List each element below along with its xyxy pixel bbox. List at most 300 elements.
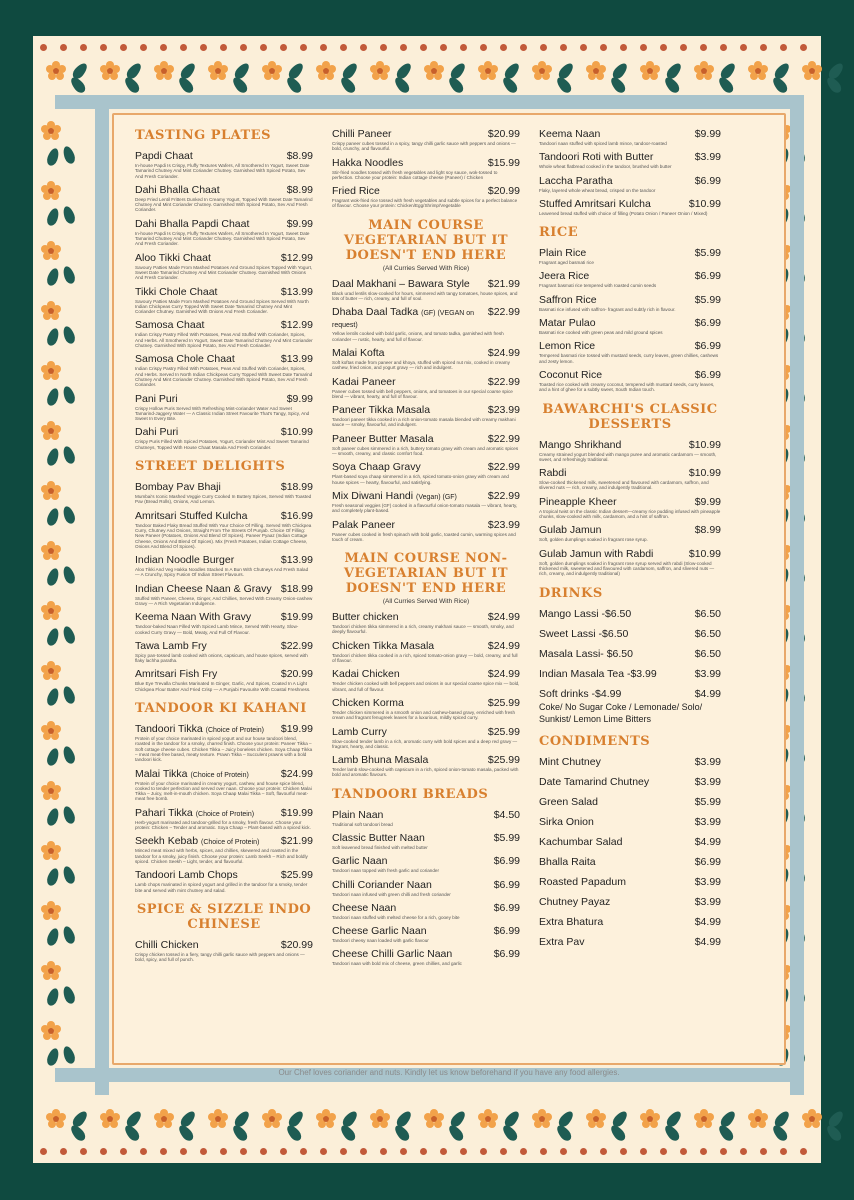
item-description: Crispy paneer cubes tossed in a spicy, tangy chilli garlic sauce with peppers and onions — bold, crunchy, and flavourful. — [332, 141, 516, 152]
item-name-text: Amritsari Stuffed Kulcha — [135, 509, 248, 522]
menu-item-extra-bhatura — [539, 916, 721, 928]
item-price: $3.99 — [694, 151, 721, 164]
item-name — [135, 835, 259, 847]
item-price: $6.99 — [694, 174, 721, 187]
menu-item-mango-shrikhand — [539, 439, 721, 463]
dot-icon — [480, 1148, 487, 1155]
menu-item-kadai-chicken — [332, 668, 520, 692]
flower-icon — [261, 60, 283, 82]
item-price: $19.99 — [280, 723, 313, 736]
item-name — [332, 948, 452, 960]
item-name-text: Amritsari Fish Fry — [135, 668, 218, 681]
dot-icon — [500, 44, 507, 51]
item-description: Flaky, layered whole wheat bread, crisped on the tandoor — [539, 187, 656, 193]
item-name-text: Dahi Bhalla Papdi Chaat — [135, 217, 250, 230]
section-note: (All Curries Served With Rice) — [382, 264, 470, 272]
menu-column-1 — [135, 128, 313, 967]
item-description: Tandoor-baked Naan Filled With Spiced Lamb Mince, Served With Hearty, Slow-cooked Curry Gravy — Bold, Meaty, And Full Of Flavour. — [135, 624, 299, 635]
dot-icon — [260, 1148, 267, 1155]
item-name-text: Garlic Naan — [332, 855, 388, 868]
item-name-text: Mix Diwani Handi — [332, 489, 414, 502]
flower-icon — [40, 780, 62, 802]
menu-item-aloo-tikki-chaat — [135, 252, 313, 281]
item-name — [135, 319, 204, 331]
allergy-note: Our Chef loves coriander and nuts. Kindly let us know beforehand if you have any food allergies. — [278, 1068, 620, 1077]
menu-item-dahi-bhalla-chaat — [135, 184, 313, 213]
item-name — [135, 723, 264, 735]
item-tag: (Choice of Protein) — [205, 727, 264, 735]
item-price: $13.99 — [280, 554, 313, 567]
menu-item-soft-drinks-4-99 — [539, 688, 721, 725]
item-name-text: Bhalla Raita — [539, 855, 596, 868]
menu-item-cheese-naan — [332, 902, 520, 920]
item-name-text: Chicken Tikka Masala — [332, 639, 435, 652]
dot-icon — [740, 44, 747, 51]
dot-icon — [400, 1148, 407, 1155]
menu-item-malai-kofta — [332, 347, 520, 371]
item-name — [332, 490, 457, 502]
item-name — [539, 668, 657, 680]
item-name — [332, 879, 432, 891]
item-name-text: Fried Rice — [332, 185, 380, 198]
item-price: $6.50 — [694, 647, 721, 660]
leaf-icon — [824, 75, 843, 95]
menu-item-chilli-chicken — [135, 939, 313, 963]
dot-icon — [680, 44, 687, 51]
item-name-text: Chilli Chicken — [135, 938, 199, 951]
item-name — [332, 925, 427, 937]
menu-item-indian-cheese-naan-gravy — [135, 583, 313, 607]
item-description: Yellow lentils cooked with bold garlic, onions, and tomato tadka, garnished with fresh coriander — rustic, hearty, and full of flavour. — [332, 331, 504, 342]
item-name — [539, 369, 602, 381]
menu-item-daal-makhani-bawara-style — [332, 278, 520, 302]
dot-icon — [200, 44, 207, 51]
menu-item-masala-lassi-6-50 — [539, 648, 721, 660]
dot-icon — [680, 1148, 687, 1155]
menu-item-mango-lassi-6-50 — [539, 608, 721, 620]
dot-icon — [540, 44, 547, 51]
item-price: $20.99 — [487, 185, 520, 198]
item-name — [332, 611, 399, 623]
item-name-text: Kadai Paneer — [332, 375, 396, 388]
dot-icon — [720, 44, 727, 51]
item-price: $3.99 — [694, 815, 721, 828]
menu-item-tikki-chole-chaat — [135, 286, 313, 315]
flower-icon — [801, 60, 823, 82]
item-description: Crispy Hollow Puris Served With Refreshing Mint-coriander Water And Sweet Tamarind-Jaggery Water — A Classic Indian Street Favourite That's Tangy, Spicy, And Sweet In Every Bite. — [135, 405, 310, 422]
item-name — [332, 347, 385, 359]
flower-icon — [423, 1108, 445, 1130]
section-title: DRINKS — [539, 585, 603, 601]
item-name-text: Mint Chutney — [539, 755, 601, 768]
dot-icon — [420, 44, 427, 51]
menu-item-soya-chaap-gravy — [332, 461, 520, 485]
flower-icon — [40, 420, 62, 442]
flower-icon — [40, 300, 62, 322]
item-description: In-house Papdi Is Crispy, Fluffy Textures Wafers, All Smothered In Yogurt, Sweet Date Tamarind Chutney And Mint Coriander Chutney. Garnished With Spiced Potato, Sev And Fresh Coriander. — [135, 230, 310, 247]
menu-item-lemon-rice — [539, 340, 721, 364]
item-description: Crispy chicken tossed in a fiery, tangy chilli garlic sauce with peppers and onions — bold, spicy, and full of punch. — [135, 951, 305, 963]
flower-icon — [315, 1108, 337, 1130]
item-name-text: Tandoori Roti with Butter — [539, 151, 654, 164]
flower-icon — [99, 60, 121, 82]
item-price: $6.99 — [493, 878, 520, 891]
dot-icon — [520, 1148, 527, 1155]
item-price: $20.99 — [280, 668, 313, 681]
flower-icon — [801, 1108, 823, 1130]
flower-icon — [45, 1108, 67, 1130]
menu-section — [539, 586, 721, 725]
item-name-text: Matar Pulao — [539, 317, 596, 330]
item-name — [539, 439, 621, 451]
item-name-text: Green Salad — [539, 795, 598, 808]
item-price: $24.99 — [280, 767, 313, 780]
menu-item-cheese-garlic-naan — [332, 925, 520, 943]
dot-icon — [180, 1148, 187, 1155]
flower-icon — [585, 60, 607, 82]
item-name-text: Cheese Garlic Naan — [332, 925, 427, 938]
flower-icon — [477, 60, 499, 82]
menu-item-keema-naan-with-gravy — [135, 611, 313, 635]
dot-icon — [200, 1148, 207, 1155]
item-description: Lamb chops marinated in spiced yogurt and grilled in the tandoor for a smoky, tender bite and served with mint chutney and salad. — [135, 882, 308, 893]
item-description: Savoury Patties Made From Mashed Potatoes And Ground Spices Served With North Indian Chickpeas Curry Topped With Sweet Date Tamarind Chutney And Mint Coriander Chutney. Garnished With Onions And Fresh Coriander. — [135, 298, 309, 315]
menu-section — [539, 225, 721, 392]
section-title: TANDOOR KI KAHANI — [135, 701, 307, 717]
menu-item-tandoori-tikka — [135, 723, 313, 762]
section-title: MAIN COURSE VEGETARIAN BUT IT DOESN'T END HERE — [343, 217, 509, 263]
flower-icon — [40, 720, 62, 742]
section-note: (All Curries Served With Rice) — [382, 598, 470, 606]
menu-section — [135, 902, 313, 963]
item-description: A tropical twist on the classic Indian dessert—creamy rice pudding infused with pineapple chunks, slow-cooked with milk, cardamom, and a hint of saffron. — [539, 508, 721, 520]
item-name-text: Paneer Butter Masala — [332, 432, 434, 445]
dot-icon — [580, 1148, 587, 1155]
item-price: $22.99 — [487, 306, 520, 319]
flower-icon — [207, 60, 229, 82]
dot-icon — [220, 44, 227, 51]
item-name — [539, 317, 596, 329]
item-description: In-house Papdi Is Crispy, Fluffy Textures Wafers, All Smothered In Yogurt, Sweet Date Tamarind Chutney And Mint Coriander Chutney. Garnished With Spiced Potato, Sev And Fresh Coriander. — [135, 163, 310, 179]
item-description: Indian Crispy Pastry Filled With Potatoes, Peas And Stuffed With Coriander, Spices, And Herbs. All Smothered In Yogurt, Sweet Date Tamarind Chutney And Mint Coriander Chutney. Garnished With Spiced Potato, Sev And Fresh Coriander. — [135, 332, 313, 349]
item-name — [539, 916, 603, 928]
item-name — [135, 807, 254, 819]
flower-icon — [40, 600, 62, 622]
item-name-text: Paneer Tikka Masala — [332, 404, 431, 417]
item-name-text: Malai Tikka — [135, 767, 188, 780]
item-name-text: Mango Shrikhand — [539, 438, 622, 451]
item-price: $20.99 — [487, 128, 520, 140]
item-name — [539, 936, 585, 948]
item-description: Fragrant aged basmati rice — [539, 260, 594, 266]
item-name — [539, 548, 653, 560]
dot-icon — [100, 1148, 107, 1155]
item-price: $12.99 — [280, 319, 313, 332]
item-name-text: Lamb Curry — [332, 725, 387, 738]
item-name — [332, 754, 428, 766]
menu-section — [539, 734, 721, 948]
item-name-text: Seekh Kebab — [135, 835, 199, 848]
item-name — [332, 832, 425, 844]
item-price: $22.99 — [487, 375, 520, 388]
item-description: Paneer cubes cooked in fresh spinach with bold garlic, toasted cumin, warming spices and touch of cream. — [332, 531, 516, 542]
dot-icon — [540, 1148, 547, 1155]
menu-item-pineapple-kheer — [539, 496, 721, 520]
dot-icon — [620, 44, 627, 51]
item-description: Whole wheat flatbread cooked in the tandoor, brushed with butter — [539, 164, 672, 170]
item-price: $10.99 — [280, 426, 313, 439]
item-name — [135, 150, 193, 162]
item-description: Basmati rice infused with saffron- fragrant and subtly rich in flavour. — [539, 306, 676, 312]
menu-item-hakka-noodles — [332, 157, 520, 181]
leaf-icon — [824, 1123, 843, 1143]
item-price: $6.99 — [694, 340, 721, 353]
item-name — [135, 668, 217, 680]
menu-item-garlic-naan — [332, 855, 520, 873]
item-price: $8.99 — [286, 183, 313, 196]
item-name-text: Pineapple Kheer — [539, 495, 617, 508]
item-name — [539, 756, 601, 768]
item-name-text: Palak Paneer — [332, 518, 396, 531]
menu-item-chilli-coriander-naan — [332, 879, 520, 897]
flower-icon — [40, 240, 62, 262]
item-name — [539, 688, 621, 700]
menu-item-samosa-chole-chaat — [135, 353, 313, 387]
menu-item-date-tamarind-chutney — [539, 776, 721, 788]
item-name-text: Date Tamarind Chutney — [539, 775, 650, 788]
item-description: Fragrant wok-fried rice tossed with fresh vegetables and subtle spices for a perfect balance of flavour. Choose your protein: Chicken/Egg/Shrimp/Vegetable — [332, 198, 518, 209]
menu-item-butter-chicken — [332, 611, 520, 635]
dot-icon — [800, 44, 807, 51]
menu-item-bombay-pav-bhaji — [135, 481, 313, 505]
item-name-text: Extra Bhatura — [539, 915, 604, 928]
item-price: $6.99 — [493, 925, 520, 938]
dot-icon — [740, 1148, 747, 1155]
item-name-text: Keema Naan — [539, 128, 601, 140]
dot-icon — [660, 1148, 667, 1155]
menu-item-saffron-rice — [539, 294, 721, 312]
flower-icon — [153, 60, 175, 82]
item-description: Soft leavened bread finished with melted butter — [332, 844, 428, 850]
menu-item-kadai-paneer — [332, 376, 520, 400]
item-name — [539, 628, 628, 640]
item-tag: (Choice of Protein) — [200, 839, 260, 847]
dot-icon — [120, 44, 127, 51]
dot-icon — [240, 1148, 247, 1155]
flower-icon — [477, 1108, 499, 1130]
item-price: $3.99 — [694, 775, 721, 788]
item-name-text: Tikki Chole Chaat — [135, 285, 218, 298]
item-name-text: Indian Cheese Naan & Gravy — [135, 582, 272, 595]
item-price: $6.99 — [694, 368, 721, 381]
menu-item-indian-noodle-burger — [135, 554, 313, 578]
item-name-text: Bombay Pav Bhaji — [135, 481, 221, 494]
dot-icon — [340, 44, 347, 51]
item-description: Slow-cooked tender lamb in a rich, aromatic curry with bold spices and a deep red gravy — fragrant, hearty, and classic. — [332, 738, 518, 749]
flower-icon — [99, 1108, 121, 1130]
border-band-top — [55, 95, 800, 109]
flower-icon — [747, 60, 769, 82]
item-name-text: Butter chicken — [332, 611, 399, 624]
item-price: $18.99 — [280, 582, 313, 595]
menu-item-sirka-onion — [539, 816, 721, 828]
item-description: Herb-yogurt marinated and tandoor-grilled for a smoky, fresh flavour. Choose your protein: Chicken – Tender and aromatic. Soya Chaap – Plant-based with a spiced kick. — [135, 819, 311, 831]
flower-icon — [40, 180, 62, 202]
menu-item-paneer-tikka-masala — [332, 404, 520, 428]
menu-item-green-salad — [539, 796, 721, 808]
item-description: Paneer cubes tossed with bell peppers, onions, and tomatoes in our special coarse spice blend — vibrant, hearty, and full of flavour. — [332, 388, 513, 399]
item-price: $5.99 — [694, 247, 721, 260]
item-name — [135, 554, 234, 566]
item-name — [135, 768, 249, 780]
menu-item-chutney-payaz — [539, 896, 721, 908]
item-name — [539, 608, 631, 620]
menu-item-lamb-curry — [332, 726, 520, 750]
flower-icon — [585, 1108, 607, 1130]
dot-icon — [140, 44, 147, 51]
item-price: $6.99 — [694, 317, 721, 330]
item-name — [332, 461, 421, 473]
flower-icon — [369, 60, 391, 82]
flower-icon — [40, 840, 62, 862]
item-name — [539, 796, 598, 808]
item-price: $10.99 — [688, 197, 721, 210]
item-name-text: Lemon Rice — [539, 340, 596, 353]
item-price: $6.99 — [493, 948, 520, 961]
item-name — [332, 128, 392, 140]
item-price: $4.99 — [694, 835, 721, 848]
item-tag: (GF) (VEGAN on request) — [332, 310, 475, 330]
flower-icon — [369, 1108, 391, 1130]
menu-item-dhaba-daal-tadka — [332, 306, 520, 342]
dot-icon — [120, 1148, 127, 1155]
item-price: $6.99 — [493, 855, 520, 868]
item-name-text: Laccha Paratha — [539, 174, 613, 187]
dot-icon — [180, 44, 187, 51]
item-name — [539, 128, 600, 140]
flower-icon — [207, 1108, 229, 1130]
item-description: Leavened bread stuffed with choice of filling (Potato Onion / Paneer Onion / Mixed) — [539, 210, 708, 216]
item-description: Traditional soft tandoori bread — [332, 821, 393, 827]
section-title: TANDOORI BREADS — [332, 786, 489, 802]
item-name — [539, 856, 596, 868]
item-name-text: Plain Naan — [332, 808, 384, 821]
dot-icon — [360, 44, 367, 51]
dot-icon — [760, 1148, 767, 1155]
section-title: CONDIMENTS — [539, 733, 651, 749]
item-price: $21.99 — [487, 277, 520, 290]
item-name-text: Soft drinks -$4.99 — [539, 687, 622, 700]
menu-item-papdi-chaat — [135, 150, 313, 179]
dot-icon — [440, 44, 447, 51]
flower-icon — [40, 1020, 62, 1042]
flower-icon — [531, 1108, 553, 1130]
flower-icon — [639, 1108, 661, 1130]
flower-icon — [693, 1108, 715, 1130]
item-price: $4.99 — [694, 915, 721, 928]
item-name — [332, 809, 383, 821]
dot-icon — [640, 1148, 647, 1155]
dot-icon — [700, 1148, 707, 1155]
menu-section — [332, 787, 520, 967]
dot-icon — [460, 1148, 467, 1155]
item-price: $24.99 — [487, 611, 520, 624]
item-description: Stir-fried noodles tossed with fresh vegetables and light soy sauce, wok-tossed to perfection. Choose your protein: Indian cottage cheese (Paneer) / Chicken — [332, 169, 498, 180]
item-name-text: Classic Butter Naan — [332, 831, 425, 844]
item-name — [135, 869, 238, 881]
item-name-text: Rabdi — [539, 467, 567, 480]
menu-item-dahi-puri — [135, 426, 313, 450]
item-name — [135, 184, 220, 196]
dot-icon — [340, 1148, 347, 1155]
menu-section — [332, 551, 520, 778]
item-description: Aloo Tikki And Veg Hakka Noodles Stacked In A Bun With Chutneys And Fresh Salad — A Crunchy, Spicy Fusion Of Indian Street Flavours. — [135, 567, 309, 578]
item-description: Black urad lentils slow-cooked for hours, simmered with tangy tomatoes, house spices, and lots of butter — rich, creamy, and full of soul. — [332, 290, 518, 302]
item-description: Indian Crispy Pastry Filled With Potatoes, Peas And Stuffed With Coriander, Spices, And Herbs. Served In North Indian Chickpeas Curry Topped With Sweet Date Tamarind Chutney And Mint Coriander Chutney. Garnished With Spiced Potato, Sev And Fresh Coriander. — [135, 366, 313, 388]
menu-item-matar-pulao — [539, 317, 721, 335]
dot-icon — [220, 1148, 227, 1155]
item-name-text: Dahi Puri — [135, 426, 179, 439]
section-title: RICE — [539, 225, 579, 241]
item-name-text: Daal Makhani – Bawara Style — [332, 277, 470, 290]
item-description: Slow-cooked thickened milk, sweetened and flavoured with cardamom, saffron, and slivered nuts — rich, creamy, and indulgently traditional. — [539, 480, 709, 491]
item-description: Mumbai's Iconic Mashed Veggie Curry Cooked In Buttery Spices, Served With Toasted Pav (Bread Rolls), Onions, And Lemon. — [135, 494, 312, 505]
menu-section — [135, 701, 313, 893]
item-name-text: Stuffed Amritsari Kulcha — [539, 197, 651, 210]
item-name — [539, 776, 649, 788]
flower-icon — [40, 360, 62, 382]
item-name-text: Mango Lassi -$6.50 — [539, 607, 632, 620]
flower-icon — [639, 60, 661, 82]
flower-icon — [693, 60, 715, 82]
item-name-text: Chilli Paneer — [332, 128, 392, 140]
item-description: Toasted rice cooked with creamy coconut, tempered with mustard seeds, curry leaves, and a hint of ghee for a subtly sweet, South Indian touch. — [539, 381, 715, 393]
item-price: $9.99 — [286, 392, 313, 405]
dot-icon — [160, 44, 167, 51]
item-name — [539, 896, 610, 908]
item-description: Spicy pan-tossed lamb cooked with onions, capsicum, and house spices, served with flaky lachha paratha. — [135, 652, 308, 664]
item-name — [539, 876, 626, 888]
menu-section — [539, 128, 721, 216]
flower-icon — [747, 1108, 769, 1130]
dot-icon — [720, 1148, 727, 1155]
item-name — [332, 640, 434, 652]
item-name — [332, 404, 430, 416]
item-price: $6.99 — [694, 855, 721, 868]
menu-item-amritsari-fish-fry — [135, 668, 313, 692]
menu-item-bhalla-raita — [539, 856, 721, 868]
item-name-text: Indian Masala Tea -$3.99 — [539, 667, 657, 680]
menu-item-indian-masala-tea-3-99 — [539, 668, 721, 680]
menu-item-pahari-tikka — [135, 807, 313, 831]
item-description: Soft paneer cubes simmered in a rich, buttery tomato gravy with cream and aromatic spices — smooth, creamy, and classic comfort food. — [332, 445, 519, 457]
item-description: Fresh seasonal veggies (GF) cooked in a flavourful onion-tomato masala — vibrant, hearty, and completely plant-based. — [332, 502, 518, 514]
item-name-text: Kadai Chicken — [332, 668, 400, 681]
item-price: $19.99 — [280, 806, 313, 819]
item-price: $22.99 — [280, 639, 313, 652]
item-price: $22.99 — [487, 489, 520, 502]
dot-icon — [480, 44, 487, 51]
item-price: $25.99 — [487, 725, 520, 738]
item-name-text: Lamb Bhuna Masala — [332, 754, 429, 767]
item-name — [135, 939, 199, 951]
item-name-text: Chicken Korma — [332, 696, 404, 709]
item-price: $3.99 — [694, 667, 721, 680]
menu-item-plain-rice — [539, 247, 721, 265]
item-name — [539, 496, 617, 508]
item-name-text: Jeera Rice — [539, 270, 590, 283]
item-price: $22.99 — [487, 432, 520, 445]
